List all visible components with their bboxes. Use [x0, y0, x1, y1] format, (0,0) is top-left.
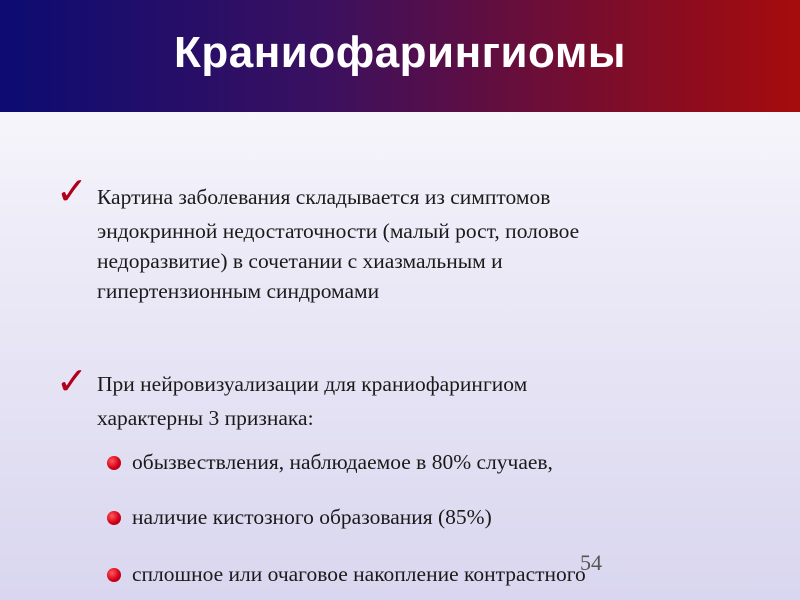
point-2-line-1: При нейровизуализации для краниофарингиом — [97, 372, 528, 396]
point-1-line-2: эндокринной недостаточности (малый рост, половое — [97, 219, 580, 243]
red-bullet-icon — [107, 511, 121, 525]
subpoint-1: обызвествления, наблюдаемое в 80% случаев, — [132, 450, 553, 474]
checkmark-icon: ✓ — [56, 359, 88, 403]
page-number: 54 — [580, 550, 602, 575]
point-1-line-1: Картина заболевания складывается из симптомов — [97, 185, 551, 209]
red-bullet-icon — [107, 568, 121, 582]
point-2-line-2: характерны 3 признака: — [97, 406, 314, 430]
subpoint-3: сплошное или очаговое накопление контрастного — [132, 562, 586, 586]
checkmark-icon: ✓ — [56, 169, 88, 213]
point-1-line-4: гипертензионным синдромами — [97, 279, 380, 303]
point-1 — [97, 180, 737, 308]
slide-title: Краниофарингиомы — [174, 28, 626, 77]
red-bullet-icon — [107, 456, 121, 470]
point-1-line-3: недоразвитие) в сочетании с хиазмальным и — [97, 249, 503, 273]
point-2 — [97, 367, 737, 435]
subpoint-2: наличие кистозного образования (85%) — [132, 505, 492, 529]
